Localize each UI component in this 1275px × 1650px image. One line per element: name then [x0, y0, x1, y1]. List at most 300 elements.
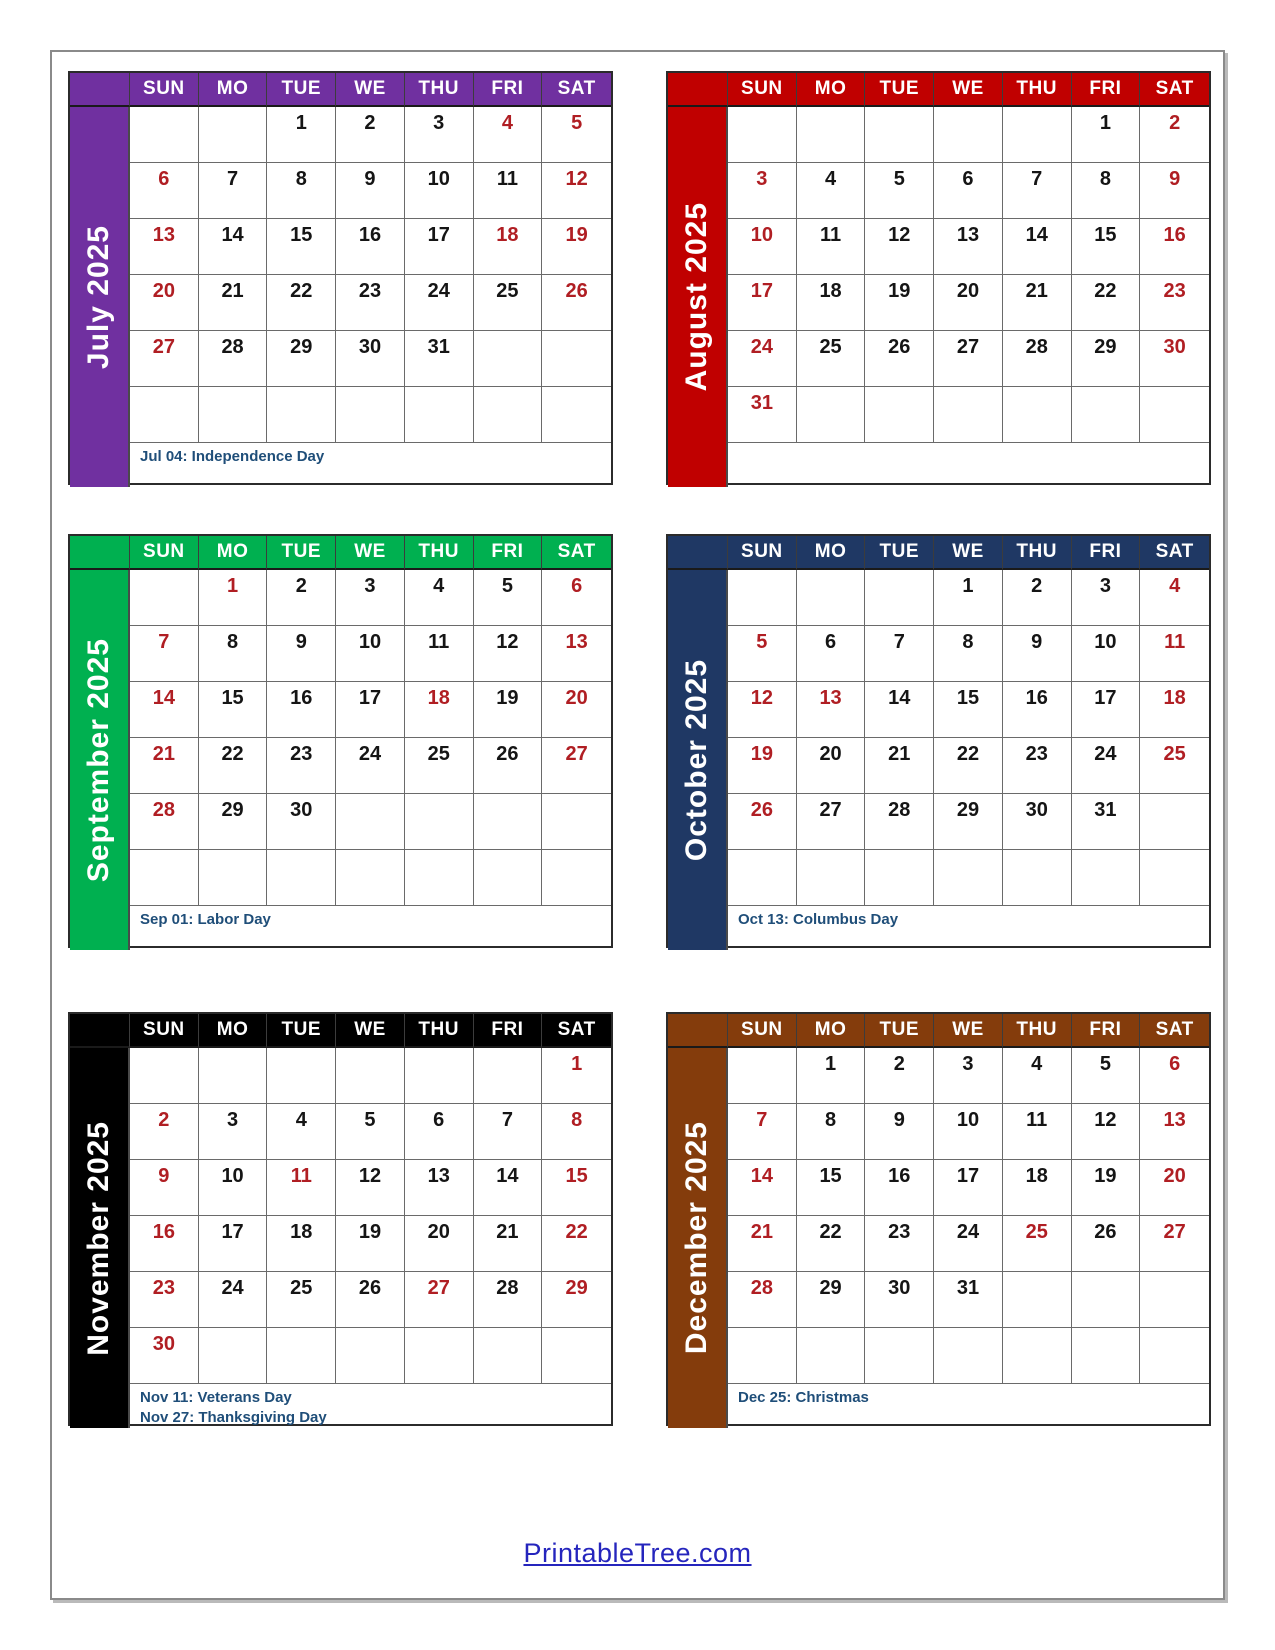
month-sidebar: [70, 1048, 130, 1428]
date-cell: 5: [474, 570, 543, 626]
date-cell: 22: [1072, 275, 1141, 331]
empty-date-cell: [405, 1048, 474, 1104]
date-cell: 28: [474, 1272, 543, 1328]
date-cell: 8: [1072, 163, 1141, 219]
month-sidebar: [668, 107, 728, 487]
empty-date-cell: [865, 570, 934, 626]
date-cell: 19: [865, 275, 934, 331]
month-sidebar: [668, 570, 728, 950]
date-cell: 6: [934, 163, 1003, 219]
date-cell: 18: [405, 682, 474, 738]
date-cell: 25: [1140, 738, 1209, 794]
date-cell: 26: [474, 738, 543, 794]
empty-date-cell: [797, 1328, 866, 1384]
date-cell: 26: [865, 331, 934, 387]
date-cell: 8: [934, 626, 1003, 682]
date-cell: 27: [542, 738, 611, 794]
date-cell: 5: [728, 626, 797, 682]
date-cell: 14: [474, 1160, 543, 1216]
empty-date-cell: [474, 387, 543, 443]
date-cell: 26: [728, 794, 797, 850]
month-calendar-july-2025: [68, 71, 613, 485]
empty-date-cell: [474, 1048, 543, 1104]
date-cell: 14: [1003, 219, 1072, 275]
date-cell: 5: [1072, 1048, 1141, 1104]
date-cell: 23: [1140, 275, 1209, 331]
date-cell: 9: [1140, 163, 1209, 219]
date-cell: 13: [934, 219, 1003, 275]
weekday-header-thu: THU: [1003, 73, 1072, 107]
date-cell: 30: [865, 1272, 934, 1328]
date-cell: 5: [542, 107, 611, 163]
date-cell: 20: [405, 1216, 474, 1272]
weekday-header-fri: FRI: [474, 536, 543, 570]
date-cell: 4: [1003, 1048, 1072, 1104]
empty-date-cell: [728, 850, 797, 906]
printabletree-footer-link[interactable]: PrintableTree.com: [523, 1538, 752, 1568]
date-cell: 30: [267, 794, 336, 850]
empty-date-cell: [1003, 1272, 1072, 1328]
date-cell: 11: [267, 1160, 336, 1216]
date-cell: 6: [542, 570, 611, 626]
date-cell: 12: [865, 219, 934, 275]
date-cell: 13: [405, 1160, 474, 1216]
weekday-header-mo: MO: [797, 1014, 866, 1048]
date-cell: 2: [865, 1048, 934, 1104]
date-cell: 30: [336, 331, 405, 387]
date-cell: 19: [474, 682, 543, 738]
date-cell: 12: [336, 1160, 405, 1216]
empty-date-cell: [474, 1328, 543, 1384]
weekday-header-mo: MO: [199, 536, 268, 570]
empty-date-cell: [1003, 850, 1072, 906]
empty-date-cell: [267, 1328, 336, 1384]
date-cell: 6: [405, 1104, 474, 1160]
date-cell: 17: [336, 682, 405, 738]
date-cell: 21: [728, 1216, 797, 1272]
date-cell: 28: [199, 331, 268, 387]
date-cell: 25: [797, 331, 866, 387]
date-cell: 20: [797, 738, 866, 794]
date-cell: 23: [865, 1216, 934, 1272]
date-cell: 17: [1072, 682, 1141, 738]
date-cell: 20: [542, 682, 611, 738]
empty-date-cell: [797, 570, 866, 626]
empty-date-cell: [865, 1328, 934, 1384]
date-cell: 17: [934, 1160, 1003, 1216]
month-title: October 2025: [680, 658, 713, 862]
holiday-notes: [728, 1384, 1209, 1428]
empty-date-cell: [934, 1328, 1003, 1384]
date-cell: 5: [865, 163, 934, 219]
weekday-header-sun: SUN: [130, 73, 199, 107]
empty-date-cell: [934, 850, 1003, 906]
date-cell: 3: [728, 163, 797, 219]
date-cell: 26: [542, 275, 611, 331]
empty-date-cell: [1072, 850, 1141, 906]
date-cell: 25: [1003, 1216, 1072, 1272]
date-cell: 3: [336, 570, 405, 626]
date-cell: 26: [336, 1272, 405, 1328]
empty-date-cell: [865, 387, 934, 443]
date-cell: 17: [199, 1216, 268, 1272]
date-cell: 16: [336, 219, 405, 275]
empty-date-cell: [199, 1328, 268, 1384]
holiday-note-line: Nov 27: Thanksgiving Day: [140, 1409, 327, 1427]
date-cell: 1: [934, 570, 1003, 626]
date-cell: 8: [267, 163, 336, 219]
month-title: December 2025: [680, 1121, 713, 1355]
month-title: November 2025: [82, 1120, 115, 1356]
date-cell: 7: [130, 626, 199, 682]
weekday-header-we: WE: [336, 1014, 405, 1048]
date-cell: 21: [130, 738, 199, 794]
date-cell: 19: [336, 1216, 405, 1272]
date-cell: 17: [728, 275, 797, 331]
empty-date-cell: [336, 1048, 405, 1104]
date-cell: 10: [199, 1160, 268, 1216]
date-cell: 27: [130, 331, 199, 387]
month-calendar-november-2025: [68, 1012, 613, 1426]
date-cell: 15: [199, 682, 268, 738]
date-cell: 1: [267, 107, 336, 163]
empty-date-cell: [405, 1328, 474, 1384]
date-cell: 9: [336, 163, 405, 219]
empty-date-cell: [199, 850, 268, 906]
empty-date-cell: [199, 1048, 268, 1104]
date-cell: 21: [865, 738, 934, 794]
date-cell: 21: [1003, 275, 1072, 331]
date-cell: 13: [542, 626, 611, 682]
holiday-note-line: Dec 25: Christmas: [738, 1389, 869, 1406]
empty-date-cell: [1140, 387, 1209, 443]
date-cell: 11: [405, 626, 474, 682]
date-cell: 22: [797, 1216, 866, 1272]
date-cell: 8: [542, 1104, 611, 1160]
weekday-header-tue: TUE: [865, 536, 934, 570]
header-corner-cell: [668, 73, 728, 107]
date-cell: 10: [728, 219, 797, 275]
empty-date-cell: [728, 1048, 797, 1104]
header-corner-cell: [70, 536, 130, 570]
empty-date-cell: [199, 107, 268, 163]
date-cell: 4: [474, 107, 543, 163]
date-cell: 20: [934, 275, 1003, 331]
date-cell: 15: [542, 1160, 611, 1216]
date-cell: 11: [1003, 1104, 1072, 1160]
weekday-header-fri: FRI: [474, 1014, 543, 1048]
date-cell: 22: [934, 738, 1003, 794]
empty-date-cell: [1140, 1272, 1209, 1328]
date-cell: 7: [1003, 163, 1072, 219]
date-cell: 17: [405, 219, 474, 275]
holiday-notes: [728, 906, 1209, 950]
empty-date-cell: [336, 850, 405, 906]
weekday-header-we: WE: [336, 536, 405, 570]
empty-date-cell: [1003, 387, 1072, 443]
date-cell: 24: [728, 331, 797, 387]
date-cell: 4: [405, 570, 474, 626]
empty-date-cell: [797, 387, 866, 443]
empty-date-cell: [267, 850, 336, 906]
date-cell: 31: [728, 387, 797, 443]
date-cell: 22: [267, 275, 336, 331]
empty-date-cell: [1072, 1272, 1141, 1328]
empty-date-cell: [336, 1328, 405, 1384]
date-cell: 2: [130, 1104, 199, 1160]
date-cell: 18: [267, 1216, 336, 1272]
date-cell: 29: [797, 1272, 866, 1328]
date-cell: 10: [934, 1104, 1003, 1160]
date-cell: 6: [797, 626, 866, 682]
date-cell: 7: [199, 163, 268, 219]
date-cell: 12: [542, 163, 611, 219]
date-cell: 9: [865, 1104, 934, 1160]
weekday-header-we: WE: [336, 73, 405, 107]
empty-date-cell: [474, 850, 543, 906]
weekday-header-fri: FRI: [1072, 536, 1141, 570]
empty-date-cell: [542, 1328, 611, 1384]
month-calendar-september-2025: [68, 534, 613, 948]
weekday-header-fri: FRI: [474, 73, 543, 107]
date-cell: 11: [474, 163, 543, 219]
weekday-header-sat: SAT: [542, 1014, 611, 1048]
date-cell: 14: [865, 682, 934, 738]
empty-date-cell: [405, 794, 474, 850]
month-sidebar: [70, 107, 130, 487]
weekday-header-mo: MO: [797, 73, 866, 107]
empty-date-cell: [934, 107, 1003, 163]
weekday-header-mo: MO: [199, 1014, 268, 1048]
header-corner-cell: [668, 1014, 728, 1048]
empty-date-cell: [130, 107, 199, 163]
weekday-header-thu: THU: [405, 536, 474, 570]
weekday-header-sun: SUN: [728, 73, 797, 107]
holiday-note-line: Sep 01: Labor Day: [140, 911, 271, 928]
date-cell: 13: [1140, 1104, 1209, 1160]
month-sidebar: [70, 570, 130, 950]
date-cell: 6: [1140, 1048, 1209, 1104]
date-cell: 13: [130, 219, 199, 275]
date-cell: 16: [1140, 219, 1209, 275]
month-sidebar: [668, 1048, 728, 1428]
empty-date-cell: [130, 1048, 199, 1104]
month-title: September 2025: [82, 637, 115, 883]
weekday-header-sat: SAT: [1140, 73, 1209, 107]
date-cell: 29: [199, 794, 268, 850]
empty-date-cell: [1003, 1328, 1072, 1384]
empty-date-cell: [728, 107, 797, 163]
date-cell: 19: [728, 738, 797, 794]
empty-date-cell: [405, 850, 474, 906]
date-cell: 29: [542, 1272, 611, 1328]
date-cell: 25: [474, 275, 543, 331]
date-cell: 7: [865, 626, 934, 682]
date-cell: 18: [1140, 682, 1209, 738]
weekday-header-sat: SAT: [1140, 1014, 1209, 1048]
date-cell: 16: [130, 1216, 199, 1272]
empty-date-cell: [267, 387, 336, 443]
date-cell: 18: [1003, 1160, 1072, 1216]
date-cell: 10: [405, 163, 474, 219]
date-cell: 4: [797, 163, 866, 219]
empty-date-cell: [474, 794, 543, 850]
date-cell: 1: [1072, 107, 1141, 163]
date-cell: 25: [267, 1272, 336, 1328]
empty-date-cell: [865, 107, 934, 163]
empty-date-cell: [934, 387, 1003, 443]
empty-date-cell: [1140, 850, 1209, 906]
weekday-header-sun: SUN: [728, 536, 797, 570]
date-cell: 2: [1140, 107, 1209, 163]
weekday-header-sun: SUN: [130, 536, 199, 570]
empty-date-cell: [405, 387, 474, 443]
date-cell: 7: [728, 1104, 797, 1160]
date-cell: 18: [474, 219, 543, 275]
empty-date-cell: [542, 387, 611, 443]
empty-date-cell: [130, 387, 199, 443]
date-cell: 14: [728, 1160, 797, 1216]
empty-date-cell: [728, 1328, 797, 1384]
empty-date-cell: [130, 570, 199, 626]
date-cell: 20: [1140, 1160, 1209, 1216]
empty-date-cell: [797, 850, 866, 906]
weekday-header-thu: THU: [405, 73, 474, 107]
date-cell: 13: [797, 682, 866, 738]
date-cell: 8: [797, 1104, 866, 1160]
date-cell: 23: [130, 1272, 199, 1328]
weekday-header-we: WE: [934, 1014, 1003, 1048]
date-cell: 24: [934, 1216, 1003, 1272]
date-cell: 28: [728, 1272, 797, 1328]
date-cell: 24: [1072, 738, 1141, 794]
empty-date-cell: [474, 331, 543, 387]
date-cell: 2: [336, 107, 405, 163]
date-cell: 7: [474, 1104, 543, 1160]
date-cell: 2: [1003, 570, 1072, 626]
date-cell: 15: [797, 1160, 866, 1216]
date-cell: 30: [1140, 331, 1209, 387]
date-cell: 16: [865, 1160, 934, 1216]
date-cell: 9: [130, 1160, 199, 1216]
date-cell: 22: [542, 1216, 611, 1272]
date-cell: 21: [474, 1216, 543, 1272]
date-cell: 29: [267, 331, 336, 387]
weekday-header-tue: TUE: [267, 1014, 336, 1048]
date-cell: 30: [1003, 794, 1072, 850]
month-title: August 2025: [680, 202, 713, 392]
date-cell: 15: [934, 682, 1003, 738]
weekday-header-we: WE: [934, 536, 1003, 570]
date-cell: 14: [130, 682, 199, 738]
date-cell: 31: [934, 1272, 1003, 1328]
date-cell: 24: [199, 1272, 268, 1328]
date-cell: 8: [199, 626, 268, 682]
weekday-header-thu: THU: [1003, 1014, 1072, 1048]
date-cell: 16: [1003, 682, 1072, 738]
holiday-notes: [728, 443, 1209, 487]
empty-date-cell: [542, 850, 611, 906]
weekday-header-tue: TUE: [267, 536, 336, 570]
date-cell: 29: [1072, 331, 1141, 387]
date-cell: 11: [1140, 626, 1209, 682]
weekday-header-sun: SUN: [130, 1014, 199, 1048]
date-cell: 3: [405, 107, 474, 163]
empty-date-cell: [797, 107, 866, 163]
empty-date-cell: [267, 1048, 336, 1104]
weekday-header-mo: MO: [797, 536, 866, 570]
empty-date-cell: [542, 331, 611, 387]
month-calendar-december-2025: [666, 1012, 1211, 1426]
empty-date-cell: [336, 794, 405, 850]
date-cell: 11: [797, 219, 866, 275]
date-cell: 22: [199, 738, 268, 794]
empty-date-cell: [1072, 387, 1141, 443]
empty-date-cell: [130, 850, 199, 906]
date-cell: 31: [1072, 794, 1141, 850]
date-cell: 9: [1003, 626, 1072, 682]
date-cell: 9: [267, 626, 336, 682]
empty-date-cell: [1072, 1328, 1141, 1384]
date-cell: 24: [336, 738, 405, 794]
date-cell: 27: [934, 331, 1003, 387]
date-cell: 6: [130, 163, 199, 219]
date-cell: 5: [336, 1104, 405, 1160]
weekday-header-fri: FRI: [1072, 1014, 1141, 1048]
holiday-notes: [130, 443, 611, 487]
weekday-header-sat: SAT: [542, 536, 611, 570]
date-cell: 21: [199, 275, 268, 331]
date-cell: 2: [267, 570, 336, 626]
date-cell: 1: [542, 1048, 611, 1104]
date-cell: 10: [1072, 626, 1141, 682]
weekday-header-tue: TUE: [267, 73, 336, 107]
date-cell: 29: [934, 794, 1003, 850]
empty-date-cell: [728, 570, 797, 626]
date-cell: 1: [199, 570, 268, 626]
empty-date-cell: [865, 850, 934, 906]
date-cell: 19: [542, 219, 611, 275]
date-cell: 23: [267, 738, 336, 794]
month-calendar-august-2025: [666, 71, 1211, 485]
date-cell: 3: [934, 1048, 1003, 1104]
date-cell: 12: [728, 682, 797, 738]
empty-date-cell: [199, 387, 268, 443]
date-cell: 15: [1072, 219, 1141, 275]
date-cell: 24: [405, 275, 474, 331]
empty-date-cell: [336, 387, 405, 443]
header-corner-cell: [70, 73, 130, 107]
date-cell: 12: [474, 626, 543, 682]
date-cell: 15: [267, 219, 336, 275]
date-cell: 3: [199, 1104, 268, 1160]
date-cell: 1: [797, 1048, 866, 1104]
date-cell: 20: [130, 275, 199, 331]
weekday-header-sun: SUN: [728, 1014, 797, 1048]
weekday-header-thu: THU: [1003, 536, 1072, 570]
empty-date-cell: [542, 794, 611, 850]
empty-date-cell: [1140, 1328, 1209, 1384]
date-cell: 10: [336, 626, 405, 682]
date-cell: 14: [199, 219, 268, 275]
date-cell: 27: [405, 1272, 474, 1328]
date-cell: 28: [130, 794, 199, 850]
date-cell: 25: [405, 738, 474, 794]
date-cell: 30: [130, 1328, 199, 1384]
weekday-header-sat: SAT: [542, 73, 611, 107]
weekday-header-mo: MO: [199, 73, 268, 107]
month-title: July 2025: [82, 224, 115, 370]
